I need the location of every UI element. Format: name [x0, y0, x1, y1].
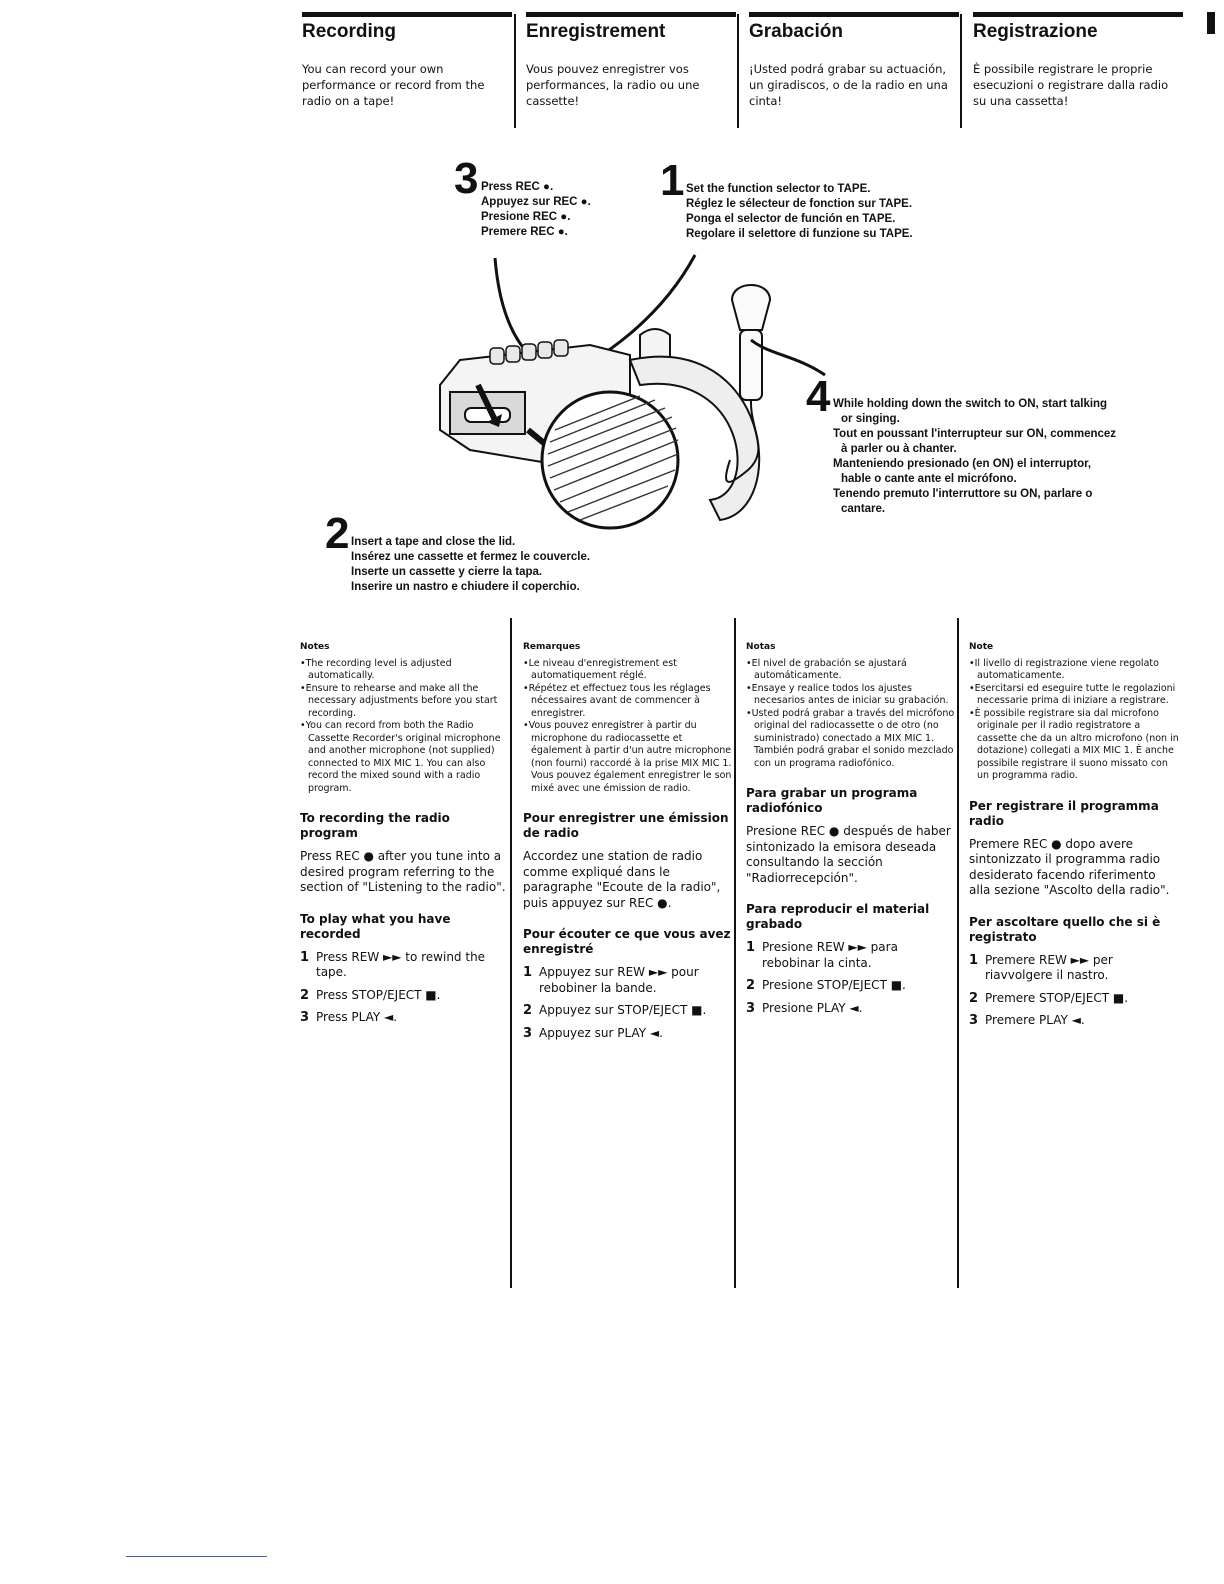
instruction-line: Regolare il selettore di funzione su TAPE. [686, 228, 913, 240]
header-rule [973, 12, 1183, 17]
instruction-line: Ponga el selector de función en TAPE. [686, 213, 896, 225]
play-step-text: Premere REW ►► per riavvolgere il nastro. [985, 952, 1113, 982]
play-step-text: Appuyez sur PLAY ◄. [539, 1025, 663, 1040]
instruction-line: or singing. [841, 413, 900, 425]
note-item: •Usted podrá grabar a través del micrófono original del radiocassette o de otro (no suministrado) conectado a MIX MIC 1. También podrá grabar el sonido mezclado con un programa radiofónico. [746, 707, 955, 769]
instruction-line: Appuyez sur REC ●. [481, 196, 591, 208]
section-intro: È possibile registrare le proprie esecuzioni o registrare dalla radio su una cassetta! [973, 62, 1169, 108]
section-heading: Per ascoltare quello che si è registrato [969, 914, 1161, 944]
play-step: 1 Presione REW ►► para rebobinar la cinta. [746, 940, 956, 971]
instruction-line: Presione REC ●. [481, 211, 571, 223]
column-divider [734, 618, 736, 1288]
column-es [746, 640, 956, 1023]
step-4-instructions [833, 397, 1163, 517]
header-rule [302, 12, 512, 17]
column-divider [960, 14, 962, 128]
section-body: Premere REC ● dopo avere sintonizzato il programma radio desiderato facendo riferimento alla sezione "Ascolto della radio". [969, 836, 1170, 897]
play-step-text: Premere PLAY ◄. [985, 1013, 1085, 1027]
note-item: •Ensure to rehearse and make all the necessary adjustments before you start recording. [300, 682, 498, 719]
section-intro: You can record your own performance or record from the radio on a tape! [302, 62, 485, 108]
play-step: 1 Press REW ►► to rewind the tape. [300, 950, 510, 981]
step-number: 2 [325, 509, 350, 558]
note-item: •The recording level is adjusted automatically. [300, 657, 452, 681]
play-step: 2 Appuyez sur STOP/EJECT ■. [523, 1003, 707, 1018]
column-en [300, 640, 510, 1033]
instruction-line: Tenendo premuto l'interruttore su ON, parlare o [833, 488, 1093, 500]
section-intro: Vous pouvez enregistrer vos performances, la radio ou une cassette! [526, 62, 700, 108]
instruction-line: à parler ou à chanter. [841, 443, 957, 455]
play-step-text: Appuyez sur STOP/EJECT ■. [539, 1003, 707, 1017]
instruction-line: Set the function selector to TAPE. [686, 183, 871, 195]
step-number: 4 [806, 372, 831, 421]
column-divider [737, 14, 739, 128]
instruction-line: hable o cante ante el micrófono. [841, 473, 1017, 485]
play-step-text: Presione PLAY ◄. [762, 1000, 863, 1015]
section-body: Accordez une station de radio comme expliqué dans le paragraphe "Ecoute de la radio", puis appuyez sur REC ●. [523, 849, 721, 910]
step-number: 1 [660, 156, 685, 205]
instruction-line: Inserte un cassette y cierre la tapa. [351, 566, 543, 578]
play-step-text: Premere STOP/EJECT ■. [985, 990, 1129, 1005]
instruction-line: Insérez une cassette et fermez le couvercle. [351, 551, 591, 563]
play-step: 2 Press STOP/EJECT ■. [300, 987, 441, 1003]
play-step: 2 Presione STOP/EJECT ■. [746, 978, 906, 993]
note-item: •Ensaye y realice todos los ajustes necesarios antes de iniciar su grabación. [746, 682, 949, 706]
bottom-rule [126, 1556, 267, 1557]
notes-label: Note [969, 642, 994, 652]
header-col-it [973, 12, 1183, 109]
instruction-line: Insert a tape and close the lid. [351, 536, 516, 548]
header-rule [526, 12, 736, 17]
play-step-text: Press PLAY ◄. [316, 1010, 398, 1024]
column-it [969, 640, 1179, 1036]
section-title: Registrazione [973, 21, 1098, 42]
section-body: Presione REC ● después de haber sintonizado la emisora deseada consultando la sección "Radiorrecepción". [746, 824, 951, 885]
column-divider [510, 618, 512, 1288]
header-col-es [749, 12, 959, 109]
section-title: Enregistrement [526, 21, 666, 42]
instruction-line: Réglez le sélecteur de fonction sur TAPE. [686, 198, 913, 210]
note-item: •You can record from both the Radio Cassette Recorder's original microphone and another microphone (not supplied) connected to MIX MIC 1. You can also record the mixed sound with a radio program. [300, 720, 501, 794]
instruction-line: Premere REC ●. [481, 226, 568, 238]
section-heading: Pour enregistrer une émission de radio [523, 811, 729, 840]
play-step: 2 Premere STOP/EJECT ■. [969, 990, 1129, 1006]
play-step: 1 Appuyez sur REW ►► pour rebobiner la bande. [523, 965, 733, 996]
step-1-instructions [686, 182, 986, 242]
play-step: 3 Appuyez sur PLAY ◄. [523, 1025, 663, 1041]
header-col-fr [526, 12, 736, 109]
instruction-line: While holding down the switch to ON, start talking [833, 398, 1108, 410]
notes-label: Notas [746, 642, 776, 652]
play-step-text: Press STOP/EJECT ■. [316, 987, 441, 1002]
header-rule [749, 12, 959, 17]
instruction-line: cantare. [841, 503, 886, 515]
section-heading: Para grabar un programa radiofónico [746, 786, 918, 815]
step-3-instructions [481, 180, 681, 240]
play-step-text: Press REW ►► to rewind the tape. [316, 949, 486, 979]
column-divider [514, 14, 516, 128]
section-intro: ¡Usted podrá grabar su actuación, un giradiscos, o de la radio en una cinta! [749, 62, 948, 108]
note-item: •El nivel de grabación se ajustará automáticamente. [746, 657, 907, 681]
note-item: •Esercitarsi ed eseguire tutte le regolazioni necessarie prima di iniziare a registrare. [969, 682, 1176, 706]
play-step-text: Appuyez sur REW ►► pour rebobiner la bande. [539, 965, 699, 995]
instruction-line: Manteniendo presionado (en ON) el interruptor, [833, 458, 1092, 470]
section-heading: Per registrare il programma radio [969, 798, 1159, 828]
note-item: •È possibile registrare sia dal microfono originale per il radio registratore a cassette che da un altro microfono (non in dotazione) collegati a MIX MIC 1. È anche possibile registrare il suono missato con un programma radio. [969, 707, 1179, 781]
note-item: •Vous pouvez enregistrer à partir du microphone du radiocassette et également à partir d'un autre microphone (non fourni) raccordé à la prise MIX MIC 1. Vous pouvez également enregistrer le son mixé avec une émission de radio. [523, 720, 732, 794]
instruction-line: Tout en poussant l'interrupteur sur ON, commencez [833, 428, 1117, 440]
instruction-line: Press REC ●. [481, 181, 554, 193]
section-heading: To play what you have recorded [300, 911, 451, 941]
play-step: 1 Premere REW ►► per riavvolgere il nastro. [969, 953, 1179, 984]
step-2-instructions [351, 535, 651, 595]
section-heading: Pour écouter ce que vous avez enregistré [523, 927, 731, 956]
section-heading: To recording the radio program [300, 811, 450, 840]
column-divider [957, 618, 959, 1288]
note-item: •Répétez et effectuez tous les réglages nécessaires avant de commencer à enregistrer. [523, 682, 711, 719]
instruction-line: Inserire un nastro e chiudere il coperchio. [351, 581, 580, 593]
play-step: 3 Premere PLAY ◄. [969, 1013, 1085, 1028]
header-col-en [302, 12, 512, 109]
page-edge-marker [1207, 12, 1215, 34]
notes-label: Remarques [523, 642, 581, 652]
step-number: 3 [454, 154, 479, 203]
note-item: •Le niveau d'enregistrement est automatiquement réglé. [523, 657, 677, 681]
section-title: Grabación [749, 21, 843, 42]
section-body: Press REC ● after you tune into a desired program referring to the section of "Listening to the radio". [300, 849, 506, 894]
notes-label: Notes [300, 642, 330, 652]
section-title: Recording [302, 21, 396, 42]
play-step-text: Presione REW ►► para rebobinar la cinta. [762, 940, 898, 970]
play-step-text: Presione STOP/EJECT ■. [762, 978, 906, 992]
note-item: •Il livello di registrazione viene regolato automaticamente. [969, 657, 1159, 681]
column-fr [523, 640, 733, 1048]
play-step: 3 Presione PLAY ◄. [746, 1000, 863, 1016]
section-heading: Para reproducir el material grabado [746, 902, 930, 931]
play-step: 3 Press PLAY ◄. [300, 1010, 398, 1025]
